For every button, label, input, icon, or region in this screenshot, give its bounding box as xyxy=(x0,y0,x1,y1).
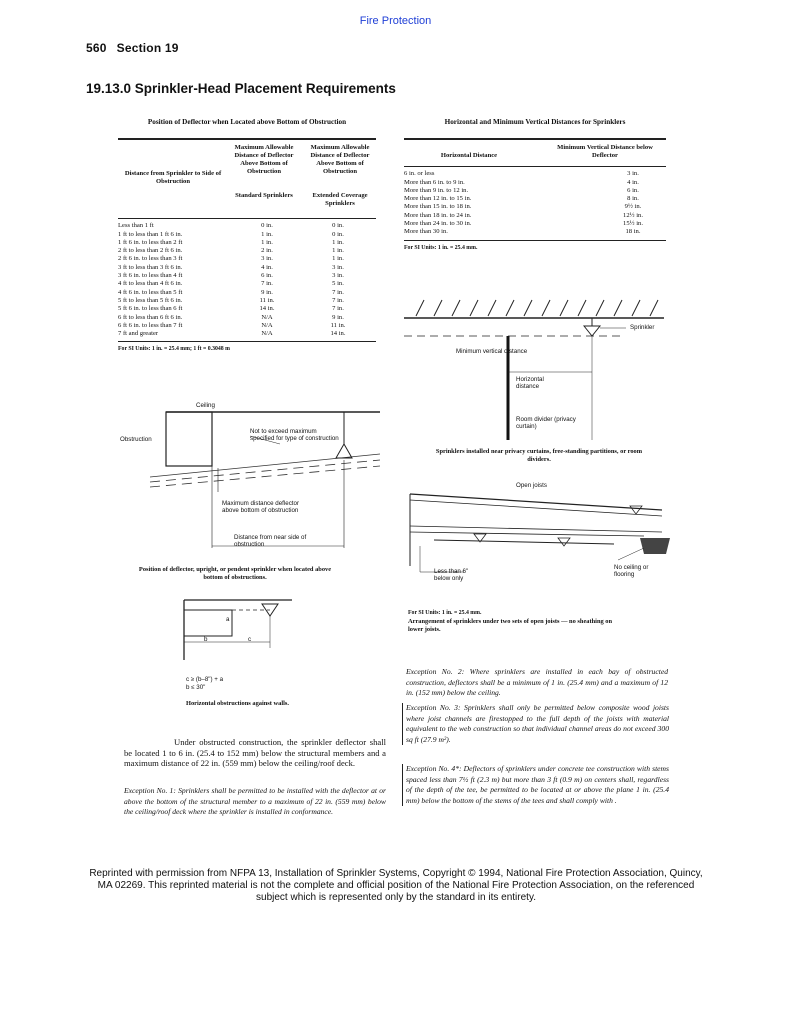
left-table-row xyxy=(118,305,376,313)
left-col1-header: Distance from Sprinkler to Side of Obstruction xyxy=(124,170,222,186)
label-min-vertical: Minimum vertical distance xyxy=(456,348,528,355)
left-table-cell-std: 1 in. xyxy=(261,238,273,246)
left-table-cell-ext: 3 in. xyxy=(332,263,344,271)
left-table-cell-std: 3 in. xyxy=(261,255,273,263)
page-header xyxy=(86,41,179,55)
wall-formula-1: c ≥ (b–8") + a xyxy=(186,676,224,683)
right-table-cell-v: 9½ in. xyxy=(624,203,642,211)
exception-2: Exception No. 2: Where sprinklers are installed in each bay of obstructed construction, deflectors shall be a minimum of 1 in. (25.4 mm) and a maximum of 12 in. (152 mm) below the ceiling. xyxy=(406,667,668,698)
left-table-row xyxy=(118,239,376,247)
right-table-row xyxy=(404,187,666,195)
left-table-cell-std: 4 in. xyxy=(261,263,273,271)
right-table-cell-h: More than 18 in. to 24 in. xyxy=(404,211,472,219)
label-max-distance: Maximum distance deflector above bottom of obstruction xyxy=(222,500,300,514)
label-less-than: Less than 6" below only xyxy=(434,568,469,582)
left-table xyxy=(118,118,376,352)
top-link[interactable]: Fire Protection xyxy=(359,15,432,27)
left-table-cell-ext: 5 in. xyxy=(332,280,344,288)
right-table-row xyxy=(404,228,666,236)
right-table-cell-h: 6 in. or less xyxy=(404,170,435,178)
right-table-row xyxy=(404,170,666,178)
left-table-bottom-rule xyxy=(118,341,376,342)
label-open-joists: Open joists xyxy=(516,482,547,489)
exception-1: Exception No. 1: Sprinklers shall be permitted to be installed with the deflector at or above the bottom of the structural member to a maximum of 22 in. (559 mm) below the ceiling/roof deck where the sprinkler is installed in conformance. xyxy=(124,786,386,817)
label-c: c xyxy=(248,636,252,643)
right-table-header xyxy=(404,140,666,166)
right-table-cell-h: More than 30 in. xyxy=(404,228,448,236)
left-table-row xyxy=(118,322,376,330)
left-table-cell-ext: 1 in. xyxy=(332,247,344,255)
right-table-cell-v: 8 in. xyxy=(627,195,639,203)
label-b: b xyxy=(204,636,208,643)
left-table-cell-std: N/A xyxy=(261,313,273,321)
right-table-cell-h: More than 15 in. to 18 in. xyxy=(404,203,472,211)
left-table-cell-ext: 0 in. xyxy=(332,222,344,230)
left-table-cell-std: 9 in. xyxy=(261,288,273,296)
right-table xyxy=(404,118,666,251)
right-table-cell-h: More than 24 in. to 30 in. xyxy=(404,220,472,228)
left-table-cell-dist: Less than 1 ft xyxy=(118,222,154,230)
right-table-units-note: For SI Units: 1 in. = 25.4 mm. xyxy=(404,244,478,251)
left-table-cell-dist: 7 ft and greater xyxy=(118,330,159,338)
right-table-row xyxy=(404,220,666,228)
wall-diagram xyxy=(174,598,294,668)
label-obstruction: Obstruction xyxy=(120,436,152,443)
left-table-row xyxy=(118,222,376,230)
left-table-header xyxy=(118,140,376,218)
left-table-cell-dist: 5 ft to less than 5 ft 6 in. xyxy=(118,296,183,304)
right-table-cell-h: More than 12 in. to 15 in. xyxy=(404,195,472,203)
left-table-cell-dist: 4 ft to less than 4 ft 6 in. xyxy=(118,280,183,288)
left-table-cell-dist: 3 ft 6 in. to less than 4 ft xyxy=(118,272,183,280)
right-table-cell-v: 18 in. xyxy=(625,228,641,236)
right-table-cell-v: 6 in. xyxy=(627,186,639,194)
caption-obstruction: Position of deflector, upright, or pendent sprinkler when located above bottom of obstructions. xyxy=(138,566,332,581)
right-table-cell-v: 12½ in. xyxy=(623,211,643,219)
right-col1-header: Horizontal Distance xyxy=(440,152,498,160)
left-table-cell-dist: 2 ft 6 in. to less than 3 ft xyxy=(118,255,183,263)
left-table-row xyxy=(118,231,376,239)
left-table-cell-std: 11 in. xyxy=(259,296,275,304)
left-table-cell-dist: 1 ft 6 in. to less than 2 ft xyxy=(118,238,183,246)
label-no-ceiling: No ceiling or flooring xyxy=(614,564,649,578)
exception-4: Exception No. 4*: Deflectors of sprinklers under concrete tee construction with stems spaced less than 7½ ft (2.3 m) but more than 3 ft (0.9 m) on centers shall, regardless of the depth of the tee, be permitted to be located at or above the plane 1 in. (25.4 mm) below the bottom of the stems of the tees and shall comply with . xyxy=(402,764,669,806)
right-table-cell-v: 15½ in. xyxy=(623,220,643,228)
right-table-header-rule xyxy=(404,166,666,167)
left-table-row xyxy=(118,247,376,255)
fig-wall xyxy=(174,598,334,718)
left-table-cell-std: 1 in. xyxy=(261,230,273,238)
right-table-row xyxy=(404,179,666,187)
right-table-cell-h: More than 6 in. to 9 in. xyxy=(404,178,465,186)
left-table-cell-std: N/A xyxy=(261,330,273,338)
section-label: Section 19 xyxy=(116,41,179,55)
left-table-cell-std: 2 in. xyxy=(261,247,273,255)
left-table-units-note: For SI Units: 1 in. = 25.4 mm; 1 ft = 0.3048 m xyxy=(118,346,230,353)
left-table-cell-ext: 7 in. xyxy=(332,296,344,304)
label-sprinkler: Sprinkler xyxy=(630,324,655,331)
left-table-cell-std: 14 in. xyxy=(259,305,275,313)
wall-formula-2: b ≤ 30" xyxy=(186,684,206,691)
footer-copyright: Reprinted with permission from NFPA 13, Installation of Sprinkler Systems, Copyright © 1994, National Fire Protection Association, Quincy, MA 02269. This reprinted material is not the complete and official position of the National Fire Protection Association, on the referenced subject which is represented only by the standard in its entirety. xyxy=(89,868,703,903)
left-table-cell-std: 0 in. xyxy=(261,222,273,230)
left-table-cell-std: N/A xyxy=(261,321,273,329)
left-table-cell-ext: 0 in. xyxy=(332,230,344,238)
label-horizontal: Horizontal distance xyxy=(516,376,544,390)
left-table-cell-ext: 3 in. xyxy=(332,272,344,280)
page-title: 19.13.0 Sprinkler-Head Placement Requirements xyxy=(86,81,396,96)
page-number: 560 xyxy=(86,41,107,55)
label-ceiling: Ceiling xyxy=(196,402,215,409)
label-distance-side: Distance from near side of obstruction xyxy=(234,534,307,548)
right-table-row xyxy=(404,195,666,203)
caption-wall: Horizontal obstructions against walls. xyxy=(186,700,289,707)
left-table-title: Position of Deflector when Located above Bottom of Obstruction xyxy=(147,118,347,126)
right-table-title: Horizontal and Minimum Vertical Distances for Sprinklers xyxy=(444,118,626,126)
right-table-body xyxy=(404,170,666,236)
left-table-row xyxy=(118,272,376,280)
label-not-exceed: Not to exceed maximum specified for type of construction xyxy=(250,428,339,442)
right-table-row xyxy=(404,212,666,220)
left-table-cell-dist: 4 ft 6 in. to less than 5 ft xyxy=(118,288,183,296)
right-table-row xyxy=(404,203,666,211)
right-table-cell-h: More than 9 in. to 12 in. xyxy=(404,186,469,194)
left-col2-sub: Standard Sprinklers xyxy=(235,192,293,200)
caption-joists: Arrangement of sprinklers under two sets of open joists — no sheathing on lower joists. xyxy=(408,618,613,633)
caption-divider: Sprinklers installed near privacy curtains, free-standing partitions, or room dividers. xyxy=(435,448,643,463)
exception-3: Exception No. 3: Sprinklers shall only be permitted below composite wood joists where joist channels are firestopped to the full depth of the joists with material equivalent to the web construction so that individual channel areas do not exceed 300 sq ft (27.9 m²). xyxy=(402,703,669,745)
left-table-cell-ext: 14 in. xyxy=(330,330,346,338)
left-table-row xyxy=(118,255,376,263)
left-table-cell-ext: 9 in. xyxy=(332,313,344,321)
left-table-cell-dist: 2 ft to less than 2 ft 6 in. xyxy=(118,247,183,255)
left-table-row xyxy=(118,297,376,305)
right-table-cell-v: 4 in. xyxy=(627,178,639,186)
fig-obstruction xyxy=(110,400,390,582)
left-col2-header: Maximum Allowable Distance of Deflector Above Bottom of Obstruction xyxy=(234,144,294,176)
left-table-cell-ext: 7 in. xyxy=(332,288,344,296)
left-table-cell-dist: 5 ft 6 in. to less than 6 ft xyxy=(118,305,183,313)
left-table-cell-ext: 11 in. xyxy=(330,321,346,329)
left-table-cell-dist: 3 ft to less than 3 ft 6 in. xyxy=(118,263,183,271)
left-table-row xyxy=(118,330,376,338)
left-table-header-rule xyxy=(118,218,376,219)
left-table-cell-ext: 7 in. xyxy=(332,305,344,313)
left-table-cell-ext: 1 in. xyxy=(332,255,344,263)
right-table-cell-v: 3 in. xyxy=(627,170,639,178)
left-table-cell-dist: 6 ft 6 in. to less than 7 ft xyxy=(118,321,183,329)
left-table-cell-std: 7 in. xyxy=(261,280,273,288)
left-table-cell-ext: 1 in. xyxy=(332,238,344,246)
left-col3-header: Maximum Allowable Distance of Deflector Above Bottom of Obstruction xyxy=(310,144,370,176)
left-table-row xyxy=(118,280,376,288)
label-room-divider: Room divider (privacy curtain) xyxy=(516,416,576,430)
fig-divider xyxy=(404,296,680,468)
left-table-cell-std: 6 in. xyxy=(261,272,273,280)
right-table-bottom-rule xyxy=(404,240,666,241)
left-table-cell-dist: 1 ft to less than 1 ft 6 in. xyxy=(118,230,183,238)
left-table-row xyxy=(118,314,376,322)
joists-units-note: For SI Units: 1 in. = 25.4 mm. xyxy=(408,610,482,616)
left-table-row xyxy=(118,289,376,297)
left-table-body xyxy=(118,222,376,338)
body-paragraph: Under obstructed construction, the sprinkler deflector shall be located 1 to 6 in. (25.4 to 152 mm) below the structural members and a maximum distance of 22 in. (559 mm) below the ceiling/roof deck. xyxy=(124,737,386,769)
fig-joists xyxy=(404,480,680,640)
left-table-cell-dist: 6 ft to less than 6 ft 6 in. xyxy=(118,313,183,321)
right-col2-header: Minimum Vertical Distance below Deflector xyxy=(557,144,653,160)
left-table-row xyxy=(118,264,376,272)
left-col3-sub: Extended Coverage Sprinklers xyxy=(312,192,368,208)
label-a: a xyxy=(226,616,230,623)
